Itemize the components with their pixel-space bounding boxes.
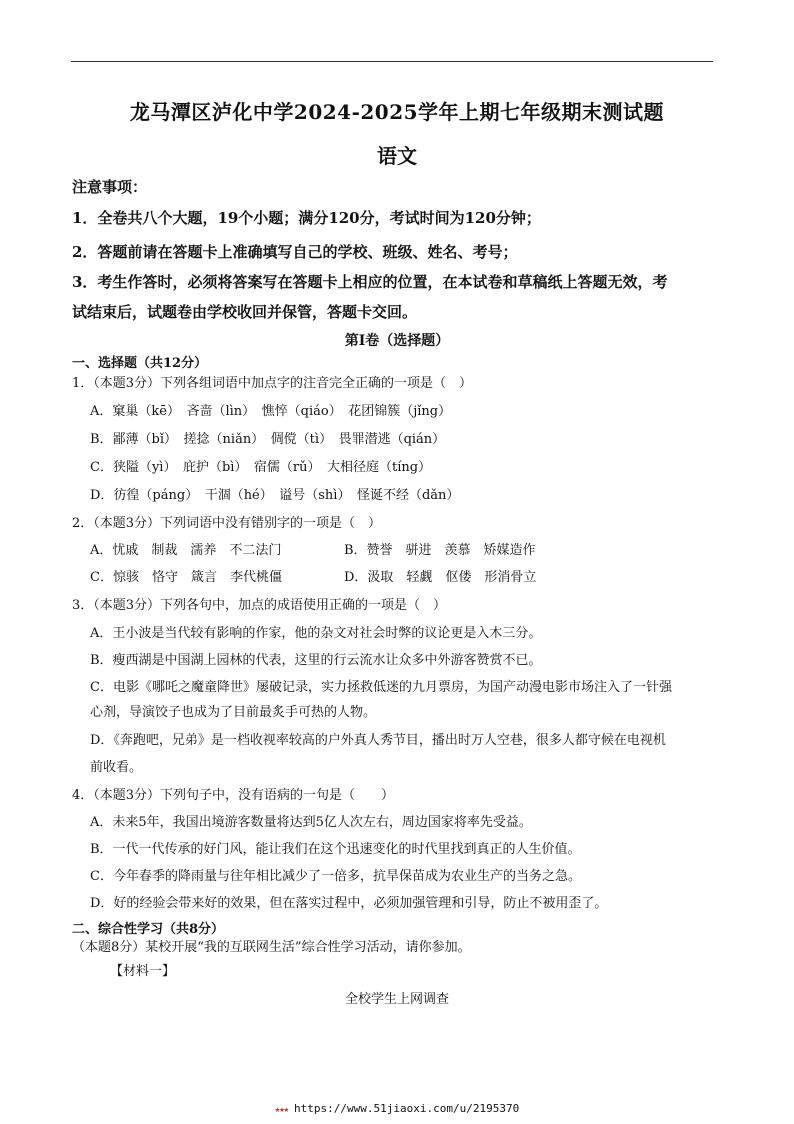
option-b: B．一代一代传承的好门风，能让我们在这个迅速变化的时代里找到真正的人生价值。 (90, 842, 581, 857)
option-a: A．忧戚 制裁 濡养 不二法门 (90, 543, 282, 558)
option-d: D．彷徨（páng） 干涸（hé） 谥号（shì） 怪诞不经（dǎn） (90, 488, 460, 503)
section-heading: 二、综合性学习（共8分） (72, 922, 225, 937)
option-d: D．汲取 轻觑 伛偻 形消骨立 (344, 570, 537, 585)
notice-heading: 注意事项： (72, 178, 148, 196)
notice-item-3: 3．考生作答时，必须将答案写在答题卡上相应的位置，在本试卷和草稿纸上答题无效，考 (72, 273, 668, 291)
notice-item-2: 2．答题前请在答题卡上准确填写自己的学校、班级、姓名、考号； (72, 243, 518, 261)
option-c-cont: 心剂，导演饺子也成为了目前最炙手可热的人物。 (90, 705, 377, 720)
footer-url[interactable]: https://www.51jiaoxi.com/u/2195370 (294, 1102, 520, 1115)
option-c: C．惊骇 恪守 箴言 李代桃僵 (90, 570, 282, 585)
exam-title: 龙马潭区泸化中学2024-2025学年上期七年级期末测试题 (129, 100, 665, 124)
footer (0, 1102, 794, 1115)
question-stem: 4．（本题3分）下列句子中，没有语病的一句是（ ） (72, 788, 395, 803)
question-stem: 1．（本题3分）下列各组词语中加点字的注音完全正确的一项是（ ） (72, 376, 473, 391)
table-title: 全校学生上网调查 (344, 992, 449, 1007)
watermark-logo: ★★★ (274, 1105, 289, 1115)
option-d-cont: 前收看。 (90, 760, 143, 775)
option-a: A．窠巢（kē） 吝啬（lìn） 憔悴（qiáo） 花团锦簇（jǐng） (90, 404, 452, 419)
exam-subject: 语文 (377, 144, 417, 168)
option-d: D．《奔跑吧，兄弟》是一档收视率较高的户外真人秀节目，播出时万人空巷，很多人都守候在电视机 (90, 733, 666, 748)
option-a: A．未来5年，我国出境游客数量将达到5亿人次左右，周边国家将率先受益。 (90, 815, 532, 830)
option-b: B．瘦西湖是中国湖上园林的代表，这里的行云流水让众多中外游客赞赏不已。 (90, 653, 542, 668)
header-rule (71, 61, 713, 62)
volume-title: 第Ⅰ卷（选择题） (344, 333, 450, 349)
option-c: C．狭隘（yì） 庇护（bì） 宿儒（rǔ） 大相径庭（tíng） (90, 460, 432, 475)
notice-item-1: 1．全卷共八个大题，19个小题；满分120分，考试时间为120分钟； (72, 209, 541, 227)
option-d: D．好的经验会带来好的效果，但在落实过程中，必须加强管理和引导，防止不被用歪了。 (90, 896, 608, 911)
option-b: B．鄙薄（bǐ） 搓捻（niǎn） 倜傥（tì） 畏罪潜逃（qián） (90, 432, 446, 447)
option-c: C．今年春季的降雨量与往年相比减少了一倍多，抗旱保苗成为农业生产的当务之急。 (90, 869, 581, 884)
question-stem: 2．（本题3分）下列词语中没有错别字的一项是（ ） (72, 516, 382, 531)
option-c: C．电影《哪吒之魔童降世》屡破记录，实力拯救低迷的九月票房，为国产动漫电影市场注入了一针强 (90, 680, 672, 695)
option-b: B．赞誉 骈进 羡慕 矫媒造作 (344, 543, 536, 558)
option-a: A．王小波是当代较有影响的作家，他的杂文对社会时弊的议论更是入木三分。 (90, 626, 542, 641)
question-stem: 3．（本题3分）下列各句中，加点的成语使用正确的一项是（ ） (72, 598, 447, 613)
section-intro: （本题8分）某校开展“我的互联网生活”综合性学习活动，请你参加。 (72, 940, 471, 955)
section-heading: 一、选择题（共12分） (72, 356, 208, 371)
notice-item-3-cont: 试结束后，试题卷由学校收回并保管，答题卡交回。 (72, 303, 418, 321)
material-label: 【材料一】 (110, 964, 176, 979)
